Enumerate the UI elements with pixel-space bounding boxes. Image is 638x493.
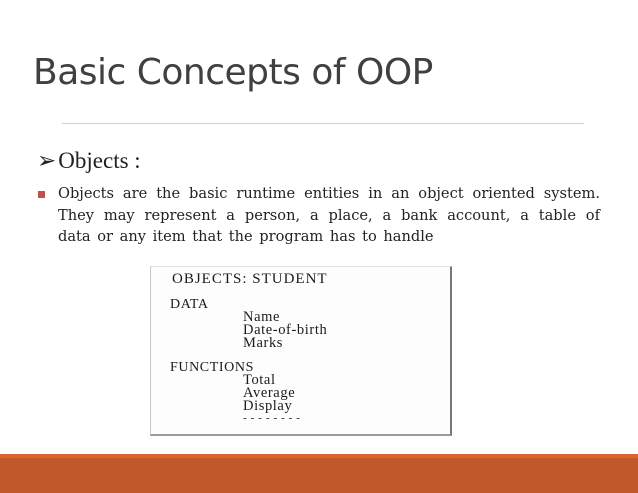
figure-data-heading: DATA xyxy=(170,297,209,312)
figure-data-item: Name xyxy=(243,309,281,325)
figure-ellipsis: - - - - - - - - xyxy=(243,412,301,424)
section-heading xyxy=(37,148,141,174)
figure-function-item: Total xyxy=(243,372,276,388)
figure-function-item: Display xyxy=(243,398,293,414)
figure-data-item: Date-of-birth xyxy=(243,322,328,338)
square-bullet-icon xyxy=(38,191,45,198)
section-heading-label: Objects : xyxy=(58,148,141,173)
object-student-figure xyxy=(150,266,452,436)
figure-functions-heading: FUNCTIONS xyxy=(170,360,254,375)
figure-data-item: Marks xyxy=(243,335,284,351)
footer-accent-highlight xyxy=(0,454,638,458)
bullet-text: Objects are the basic runtime entities in an object oriented system. They may represent a person, a place, a bank account, a table of data or any item that the program has to handle xyxy=(58,185,600,245)
figure-title: OBJECTS: STUDENT xyxy=(172,271,328,287)
figure-function-item: Average xyxy=(243,385,296,401)
title-divider xyxy=(62,123,584,124)
arrow-bullet-icon: ➢ xyxy=(37,148,57,173)
slide-title: Basic Concepts of OOP xyxy=(33,52,433,93)
footer-accent-band xyxy=(0,454,638,493)
